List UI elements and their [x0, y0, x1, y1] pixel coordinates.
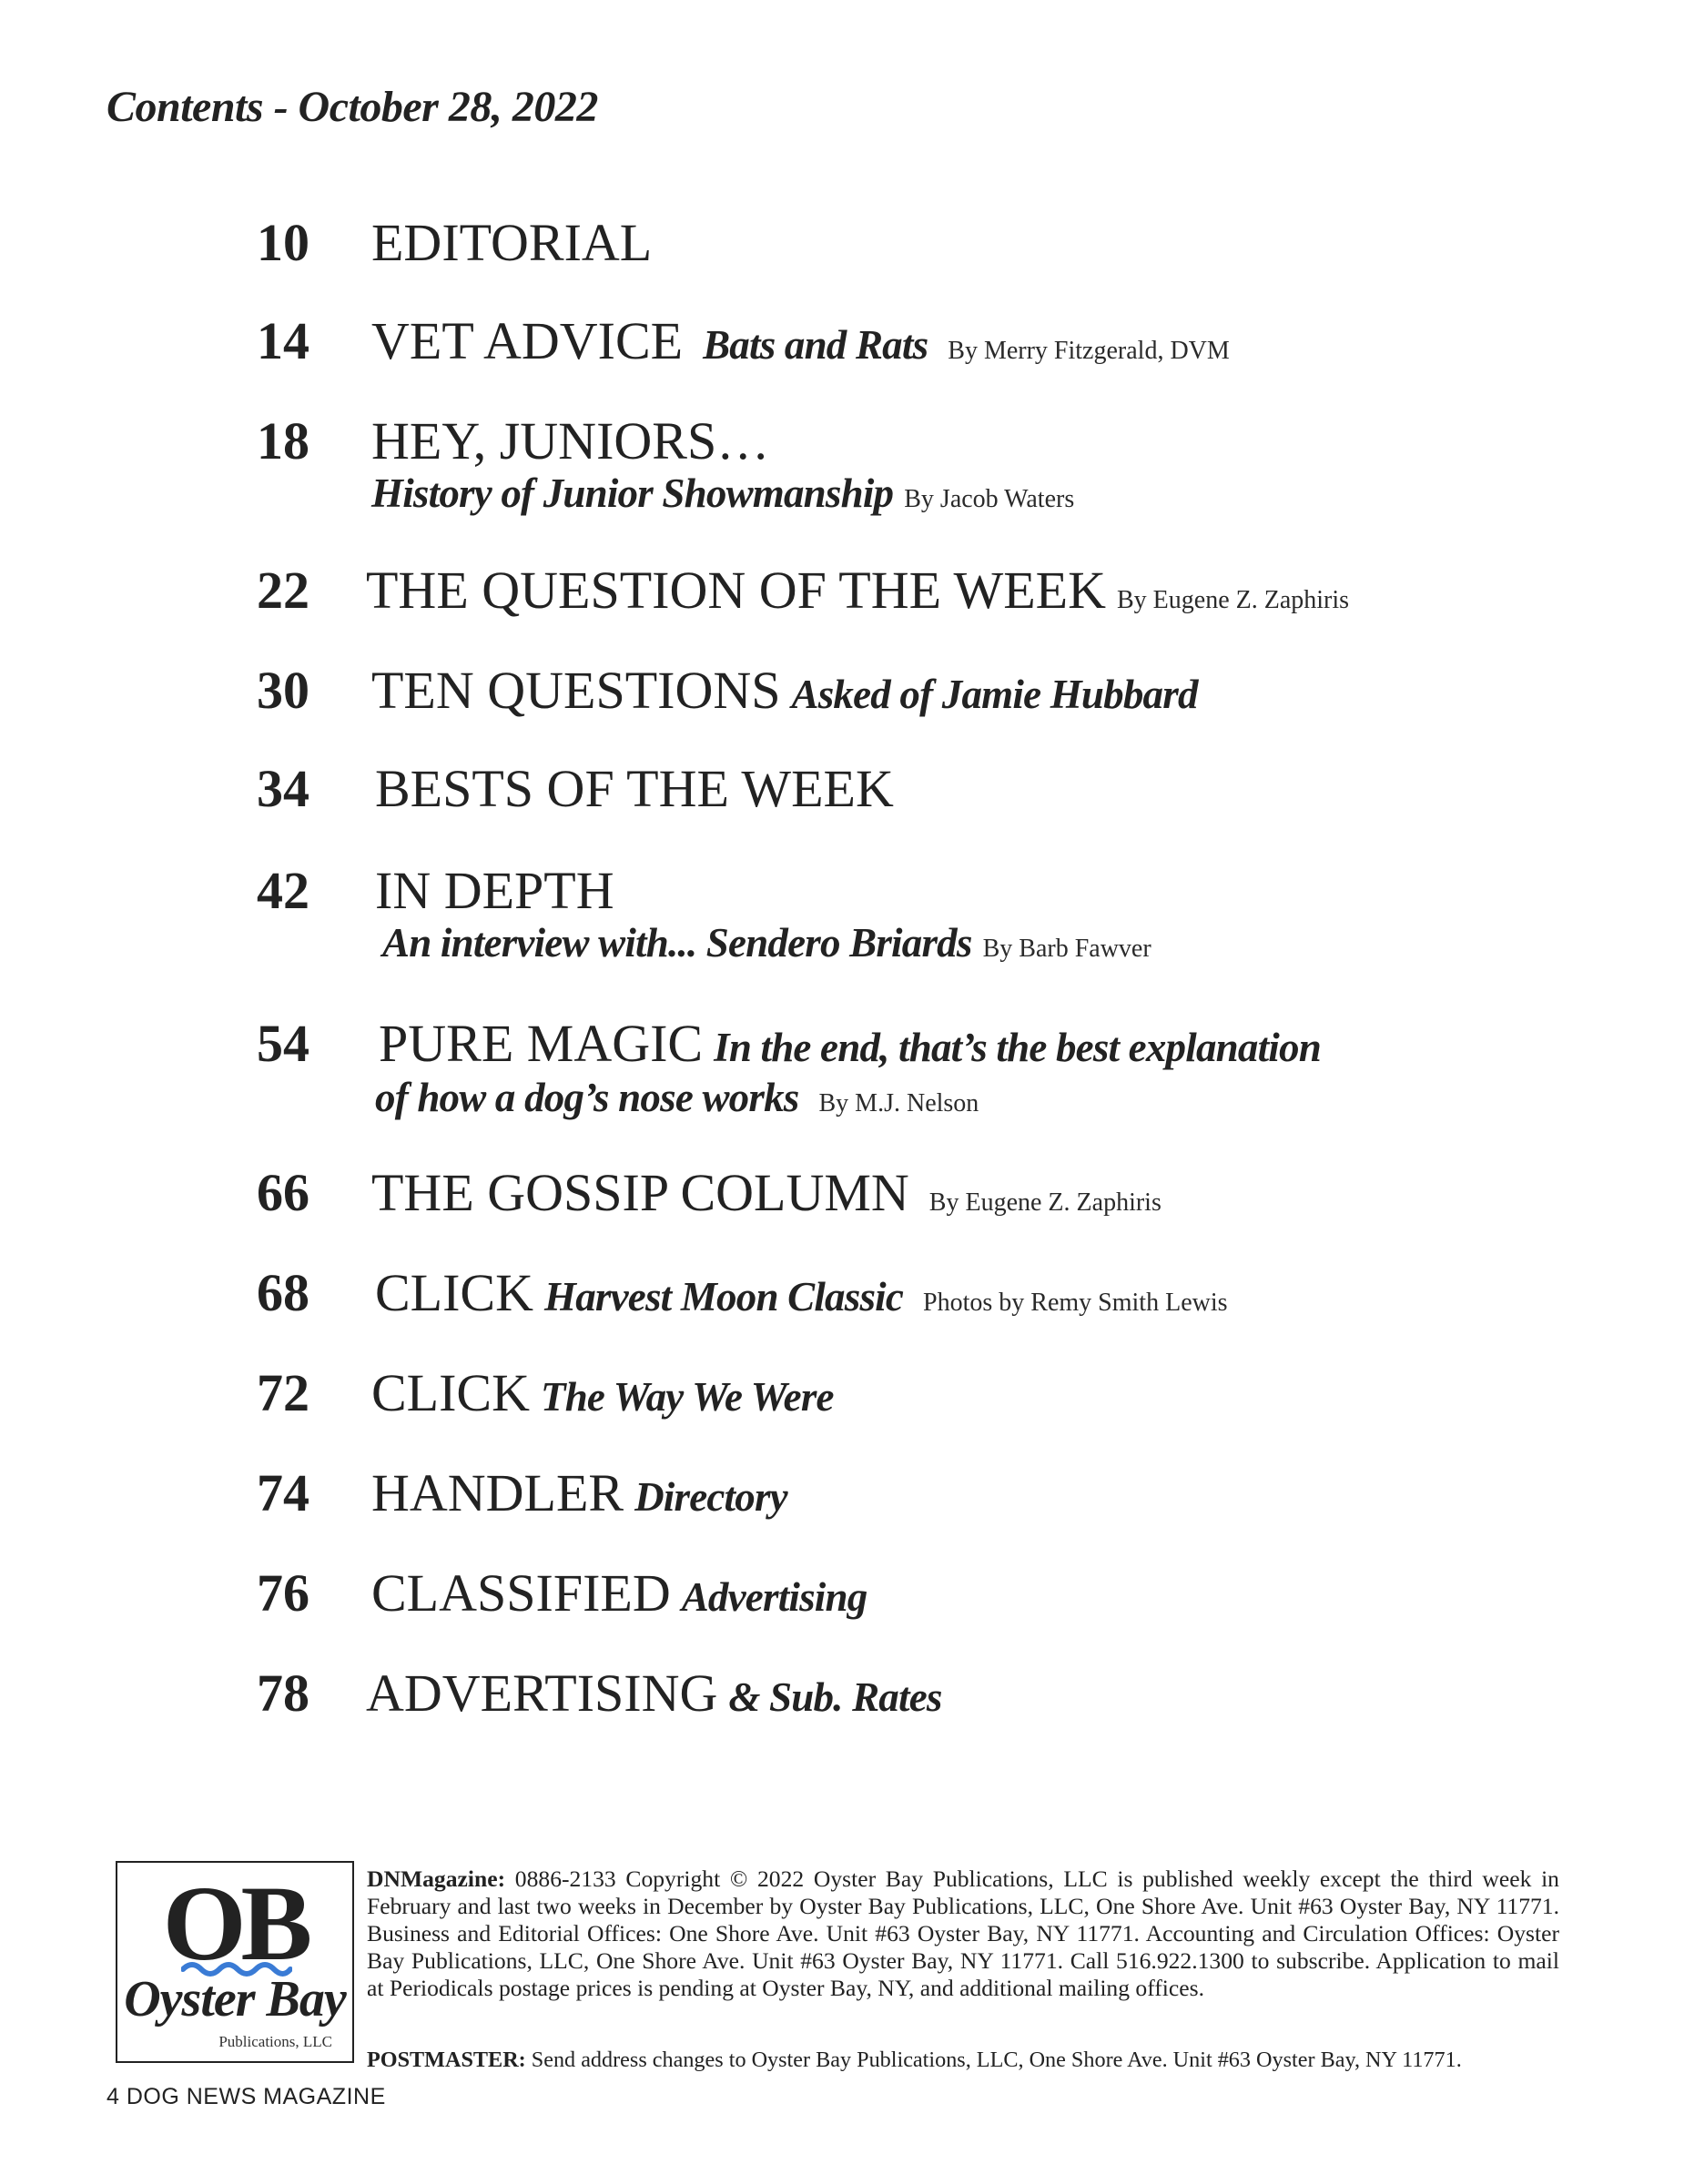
toc-page-number: 54 — [257, 1014, 309, 1073]
toc-entry-ten-questions[interactable] — [0, 661, 1684, 764]
toc-section-title: HEY, JUNIORS… — [371, 411, 770, 470]
toc-section-title: ADVERTISING — [366, 1663, 718, 1723]
toc-byline: Photos by Remy Smith Lewis — [923, 1289, 1228, 1317]
toc-entry-editorial[interactable] — [0, 213, 1684, 317]
toc-entry-classified[interactable] — [0, 1563, 1684, 1667]
toc-section-title: IN DEPTH — [375, 861, 614, 920]
toc-section-title: VET ADVICE — [371, 311, 684, 370]
logo-mark: OB — [162, 1864, 308, 1983]
toc-byline: By Merry Fitzgerald, DVM — [948, 337, 1230, 365]
toc-page-number: 76 — [257, 1563, 309, 1623]
toc-entry-click-way-we-were[interactable] — [0, 1363, 1684, 1467]
toc-section-title: BESTS OF THE WEEK — [375, 759, 894, 818]
toc-subtitle: Harvest Moon Classic — [544, 1274, 904, 1320]
toc-section-title: TEN QUESTIONS — [371, 661, 781, 720]
toc-subtitle: Asked of Jamie Hubbard — [791, 672, 1198, 717]
toc-entry-question-of-the-week[interactable] — [0, 561, 1684, 664]
publication-info — [367, 1866, 1559, 2002]
postmaster-text: Send address changes to Oyster Bay Publications, LLC, One Shore Ave. Unit #63 Oyster Bay, NY 11771. — [531, 2048, 1462, 2072]
toc-page-number: 22 — [257, 561, 309, 620]
postmaster-notice — [367, 2048, 1462, 2073]
toc-page-number: 74 — [257, 1463, 309, 1522]
toc-subtitle: Directory — [634, 1474, 787, 1520]
toc-page-number: 78 — [257, 1663, 309, 1723]
toc-entry-bests-of-the-week[interactable] — [0, 759, 1684, 863]
toc-entry-vet-advice[interactable] — [0, 311, 1684, 415]
toc-subtitle: In the end, that’s the best explanation — [714, 1025, 1321, 1070]
toc-byline: By Eugene Z. Zaphiris — [1117, 586, 1350, 614]
toc-page-number: 68 — [257, 1263, 309, 1322]
toc-subtitle-continued: of how a dog’s nose works — [375, 1075, 799, 1120]
toc-byline: By Barb Fawver — [982, 935, 1151, 963]
toc-page-number: 42 — [257, 861, 309, 920]
toc-page-number: 18 — [257, 411, 309, 470]
postmaster-label: POSTMASTER: — [367, 2048, 526, 2072]
toc-section-title: THE QUESTION OF THE WEEK — [366, 561, 1106, 620]
toc-entry-handler[interactable] — [0, 1463, 1684, 1567]
toc-section-title: HANDLER — [371, 1463, 624, 1522]
toc-subtitle: History of Junior Showmanship — [371, 470, 894, 516]
logo-name: Oyster Bay — [124, 1971, 346, 2027]
page-footer: 4 DOG NEWS MAGAZINE — [107, 2084, 386, 2109]
toc-subtitle: An interview with... Sendero Briards — [382, 920, 972, 966]
toc-entry-in-depth[interactable] — [0, 861, 1684, 983]
toc-page-number: 14 — [257, 311, 309, 370]
toc-page-number: 72 — [257, 1363, 309, 1422]
publication-label: DNMagazine: — [367, 1866, 506, 1892]
toc-byline: By Eugene Z. Zaphiris — [928, 1188, 1162, 1217]
toc-subtitle: & Sub. Rates — [728, 1674, 942, 1720]
toc-section-title: THE GOSSIP COLUMN — [371, 1163, 909, 1222]
toc-entry-hey-juniors[interactable] — [0, 411, 1684, 533]
toc-page-number: 34 — [257, 759, 309, 818]
toc-entry-pure-magic[interactable] — [0, 1014, 1684, 1136]
toc-subtitle: Bats and Rats — [703, 322, 928, 368]
toc-byline: By M.J. Nelson — [818, 1089, 979, 1117]
toc-entry-click-harvest-moon[interactable] — [0, 1263, 1684, 1367]
toc-entry-advertising[interactable] — [0, 1663, 1684, 1767]
toc-section-title: CLASSIFIED — [371, 1563, 671, 1623]
toc-section-title: PURE MAGIC — [379, 1014, 704, 1073]
toc-page-number: 66 — [257, 1163, 309, 1222]
toc-section-title: EDITORIAL — [371, 213, 653, 272]
logo-subtitle: Publications, LLC — [218, 2033, 332, 2050]
toc-subtitle: Advertising — [681, 1574, 867, 1620]
toc-byline: By Jacob Waters — [904, 485, 1075, 513]
page-title: Contents - October 28, 2022 — [107, 83, 598, 131]
toc-entry-gossip-column[interactable] — [0, 1163, 1684, 1267]
publication-text: 0886-2133 Copyright © 2022 Oyster Bay Publications, LLC is published weekly except the third week in February and last two weeks in December by Oyster Bay Publications, LLC, One Shore Ave. Unit #63 Oyster Bay, NY 11771. Business and Editorial Offices: One Shore Ave. Unit #63 Oyster Bay, NY 11771. Accounting and Circulation Offices: Oyster Bay Publications, LLC, One Shore Ave. Unit #63 Oyster Bay, NY 11771. Call 516.922.1300 to subscribe. Application to mail at Periodicals postage prices is pending at Oyster Bay, NY, and additional mailing offices. — [367, 1866, 1559, 2001]
toc-section-title: CLICK — [371, 1363, 530, 1422]
toc-section-title: CLICK — [375, 1263, 533, 1322]
toc-subtitle: The Way We Were — [541, 1374, 834, 1420]
oyster-bay-logo — [116, 1861, 354, 2063]
toc-page-number: 10 — [257, 213, 309, 272]
toc-page-number: 30 — [257, 661, 309, 720]
